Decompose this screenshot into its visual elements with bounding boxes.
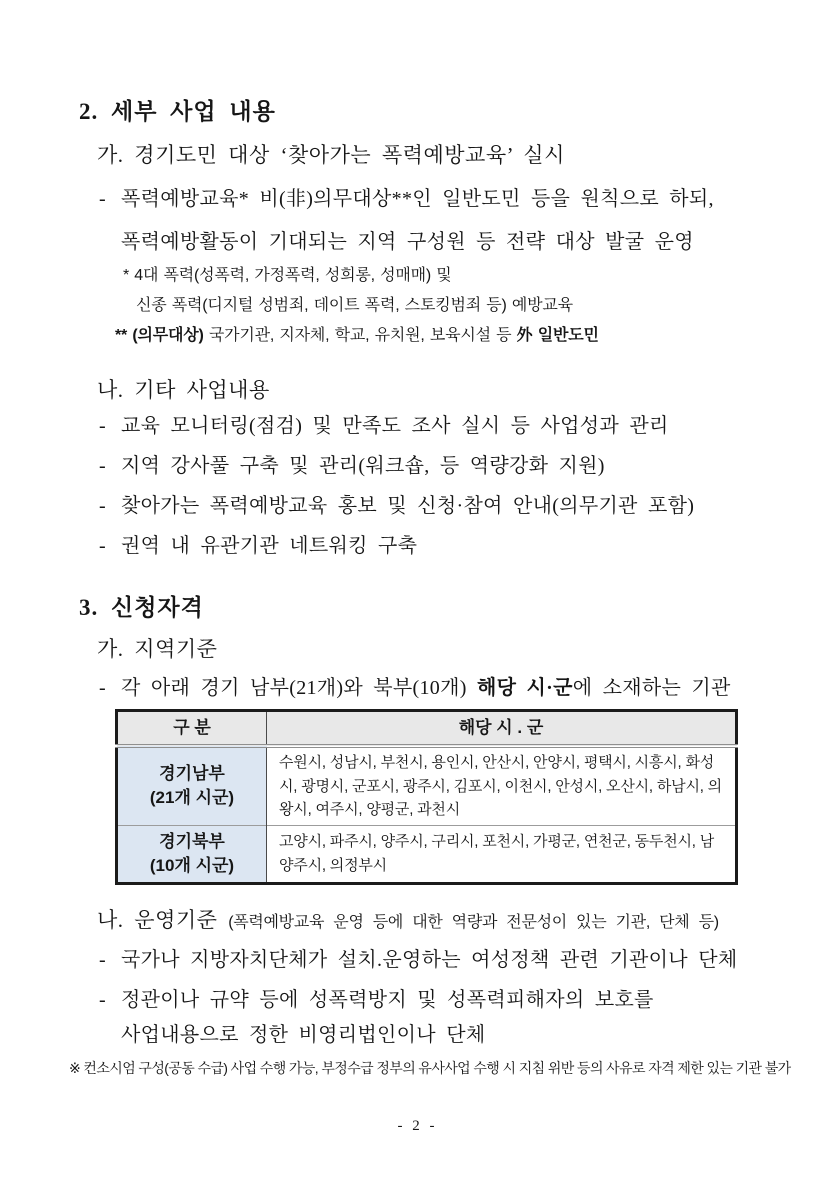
region-table bbox=[115, 709, 738, 885]
row-label-south bbox=[117, 746, 267, 825]
note3-marker: ** bbox=[115, 327, 133, 344]
section3-na-item-2-cont: 사업내용으로 정한 비영리법인이나 단체 bbox=[121, 1023, 486, 1046]
dash-marker: - bbox=[99, 495, 106, 517]
dash-marker: - bbox=[99, 188, 106, 210]
section3-na-item-1 bbox=[99, 947, 763, 974]
table-header-cities: 해당 시 . 군 bbox=[267, 711, 737, 747]
item-text: 정관이나 규약 등에 성폭력방지 및 성폭력피해자의 보호를 bbox=[121, 988, 654, 1011]
note3-bold-duty: (의무대상) bbox=[132, 327, 204, 344]
section3-title: 3. 신청자격 bbox=[79, 595, 204, 620]
section2-ga-item1-line2: 폭력예방활동이 기대되는 지역 구성원 등 전략 대상 발굴 운영 bbox=[121, 231, 694, 253]
section3-na-title bbox=[97, 905, 763, 938]
table-row-south bbox=[117, 746, 737, 825]
consortium-footnote: ※ 컨소시엄 구성(공동 수급) 사업 수행 가능, 부정수급 정부의 유사사업 수행 시 지침 위반 등의 사유로 자격 제한 있는 기관 불가 bbox=[69, 1059, 791, 1076]
section2-ga-item1-line1 bbox=[99, 186, 763, 213]
section2-na-item-4 bbox=[99, 533, 763, 560]
na-title-note: (폭력예방교육 운영 등에 대한 역량과 전문성이 있는 기관, 단체 등) bbox=[228, 913, 719, 931]
section2-na-title: 나. 기타 사업내용 bbox=[97, 378, 270, 402]
intro-pre: 각 아래 경기 남부(21개)와 북부(10개) bbox=[121, 677, 477, 699]
section3-ga-intro bbox=[99, 675, 763, 702]
section2-na-item-1 bbox=[99, 413, 763, 440]
section2-ga-note3 bbox=[73, 325, 763, 347]
section2-ga-note1: * 4대 폭력(성폭력, 가정폭력, 성희롱, 성매매) 및 bbox=[123, 267, 452, 284]
note3-mid-text: 국가기관, 지자체, 학교, 유치원, 보육시설 등 bbox=[203, 327, 517, 344]
intro-text bbox=[121, 675, 731, 702]
dash-marker: - bbox=[99, 415, 106, 437]
dash-marker: - bbox=[99, 455, 106, 477]
section3-ga-title: 가. 지역기준 bbox=[97, 637, 218, 661]
dash-marker: - bbox=[99, 948, 106, 971]
na-title-text: 나. 운영기준 bbox=[97, 907, 229, 932]
section2-ga-title: 가. 경기도민 대상 ‘찾아가는 폭력예방교육’ 실시 bbox=[97, 143, 565, 167]
page-number: - 2 - bbox=[397, 1118, 438, 1134]
section2-na-item-3 bbox=[99, 493, 763, 520]
section3-na-item-2 bbox=[99, 987, 763, 1014]
table-header-row bbox=[117, 711, 737, 747]
row-label-line1: 경기북부 bbox=[159, 831, 225, 851]
item-text: 교육 모니터링(점검) 및 만족도 조사 실시 등 사업성과 관리 bbox=[121, 415, 669, 437]
table-header-category: 구 분 bbox=[117, 711, 267, 747]
dash-marker: - bbox=[99, 988, 106, 1011]
row-cities-north: 고양시, 파주시, 양주시, 구리시, 포천시, 가평군, 연천군, 동두천시, 남양주시, 의정부시 bbox=[267, 825, 737, 883]
item-text: 찾아가는 폭력예방교육 홍보 및 신청·참여 안내(의무기관 포함) bbox=[121, 495, 695, 517]
item-text: 국가나 지방자치단체가 설치.운영하는 여성정책 관련 기관이나 단체 bbox=[121, 948, 738, 971]
item-text: 폭력예방교육* 비(非)의무대상**인 일반도민 등을 원칙으로 하되, bbox=[121, 188, 714, 210]
item-text: 지역 강사풀 구축 및 관리(워크숍, 등 역량강화 지원) bbox=[121, 455, 605, 477]
row-label-line2: (21개 시군) bbox=[149, 788, 235, 808]
intro-post: 에 소재하는 기관 bbox=[572, 677, 731, 699]
item-text: 권역 내 유관기관 네트워킹 구축 bbox=[121, 535, 418, 557]
row-cities-south: 수원시, 성남시, 부천시, 용인시, 안산시, 안양시, 평택시, 시흥시, 화성시, 광명시, 군포시, 광주시, 김포시, 이천시, 안성시, 오산시, 하남시, 의왕시, 여주시, 양평군, 과천시 bbox=[267, 746, 737, 825]
table-row-north bbox=[117, 825, 737, 883]
row-label-line2: (10개 시군) bbox=[149, 855, 235, 875]
section2-title: 2. 세부 사업 내용 bbox=[79, 99, 276, 124]
section2-ga-note2: 신종 폭력(디지털 성범죄, 데이트 폭력, 스토킹범죄 등) 예방교육 bbox=[136, 297, 573, 314]
dash-marker: - bbox=[99, 535, 106, 557]
intro-bold-region: 해당 시·군 bbox=[476, 677, 573, 699]
section2-na-item-2 bbox=[99, 453, 763, 480]
note3-bold-general: 外 일반도민 bbox=[516, 327, 599, 344]
dash-marker: - bbox=[99, 677, 106, 699]
row-label-north bbox=[117, 825, 267, 883]
row-label-line1: 경기남부 bbox=[159, 764, 225, 784]
